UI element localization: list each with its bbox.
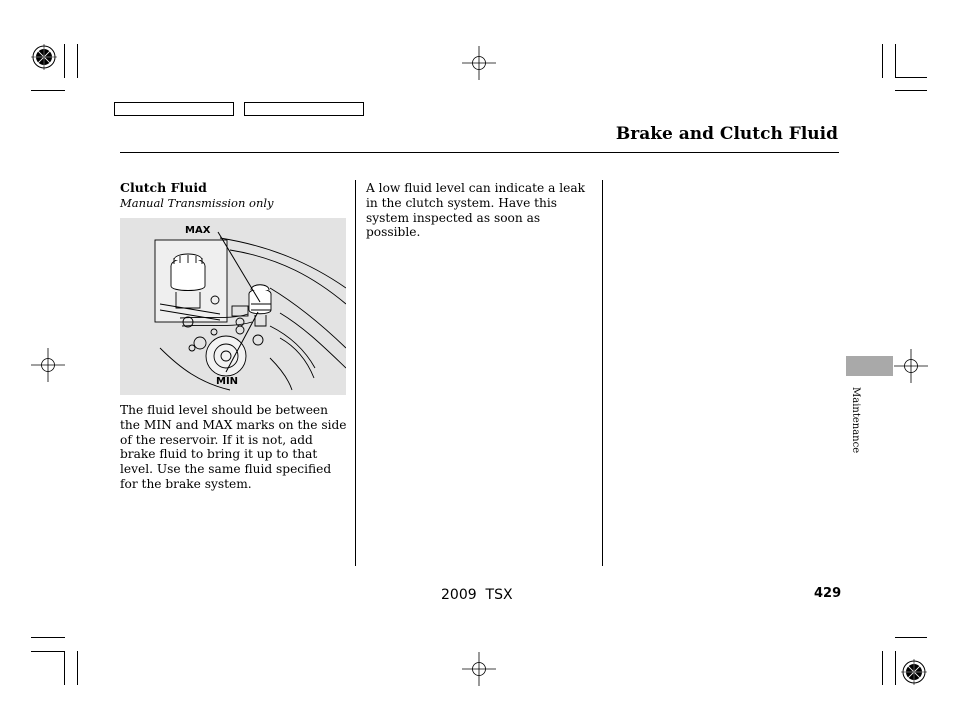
- page-number: 429: [814, 586, 842, 601]
- column-divider: [602, 180, 603, 566]
- warning-paragraph: A low fluid level can indicate a leak in the clutch system. Have this system inspected as soon as possible.: [366, 181, 585, 240]
- footer-model: 2009 TSX: [441, 587, 513, 603]
- registration-target-icon: [31, 44, 57, 70]
- engine-bay-drawing-icon: [120, 218, 346, 395]
- clutch-reservoir-illustration: [120, 218, 346, 395]
- section-subtitle: Manual Transmission only: [120, 196, 274, 210]
- header-rule: [120, 152, 839, 153]
- crosshair-icon: [31, 348, 65, 382]
- section-tab[interactable]: [846, 356, 893, 376]
- section-title: Clutch Fluid: [120, 180, 207, 195]
- nav-box-contents[interactable]: [114, 102, 234, 116]
- min-mark-label: MIN: [216, 376, 239, 387]
- crosshair-icon: [462, 46, 496, 80]
- instruction-paragraph: The fluid level should be between the MIN and MAX marks on the side of the reservoir. If it is not, add brake fluid to bring it up to that level. Use the same fluid specified for the brake system.: [120, 403, 347, 491]
- section-tab-label: Maintenance: [850, 387, 861, 454]
- column-divider: [355, 180, 356, 566]
- max-mark-label: MAX: [185, 225, 211, 236]
- crosshair-icon: [894, 349, 928, 383]
- crosshair-icon: [462, 652, 496, 686]
- page-title: Brake and Clutch Fluid: [615, 124, 838, 144]
- nav-box-index[interactable]: [244, 102, 364, 116]
- registration-target-icon: [901, 659, 927, 685]
